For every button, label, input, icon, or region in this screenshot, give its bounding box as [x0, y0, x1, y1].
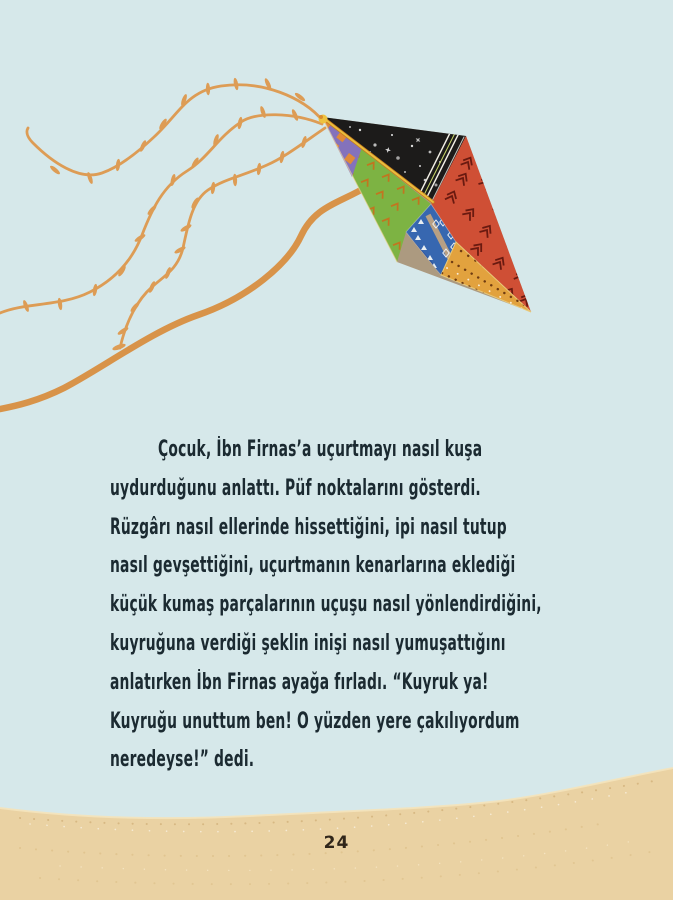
string-knots	[22, 77, 308, 351]
kite-strings	[0, 77, 368, 409]
story-text	[110, 431, 673, 780]
story-line: küçük kumaş parçalarının uçuşu nasıl yönlendirdiğini,	[110, 592, 542, 618]
story-line: Çocuk, İbn Firnas’a uçurtmayı nasıl kuşa	[158, 437, 483, 462]
kite-string-knotted-lower	[120, 128, 325, 348]
story-line: Rüzgârı nasıl ellerinde hissettiğini, ipi nasıl tutup	[110, 514, 507, 540]
page-number: 24	[323, 833, 350, 853]
story-line: kuyruğuna verdiği şeklin inişi nasıl yumuşattığını	[110, 630, 506, 656]
patchwork-kite	[319, 115, 536, 317]
story-line: uydurduğunu anlattı. Püf noktalarını gösterdi.	[110, 475, 481, 501]
story-line: neredeyse!” dedi.	[110, 747, 255, 773]
story-line: nasıl gevşettiğini, uçurtmanın kenarlarına eklediği	[110, 553, 516, 579]
kite-string-main	[0, 186, 368, 409]
story-line: anlatırken İbn Firnas ayağa fırladı. “Kuyruk ya!	[110, 669, 489, 695]
story-line: Kuyruğu unuttum ben! O yüzden yere çakılıyordum	[110, 708, 520, 734]
kite-string-knotted-middle	[0, 115, 322, 313]
kite-string-knotted-top	[27, 85, 323, 175]
